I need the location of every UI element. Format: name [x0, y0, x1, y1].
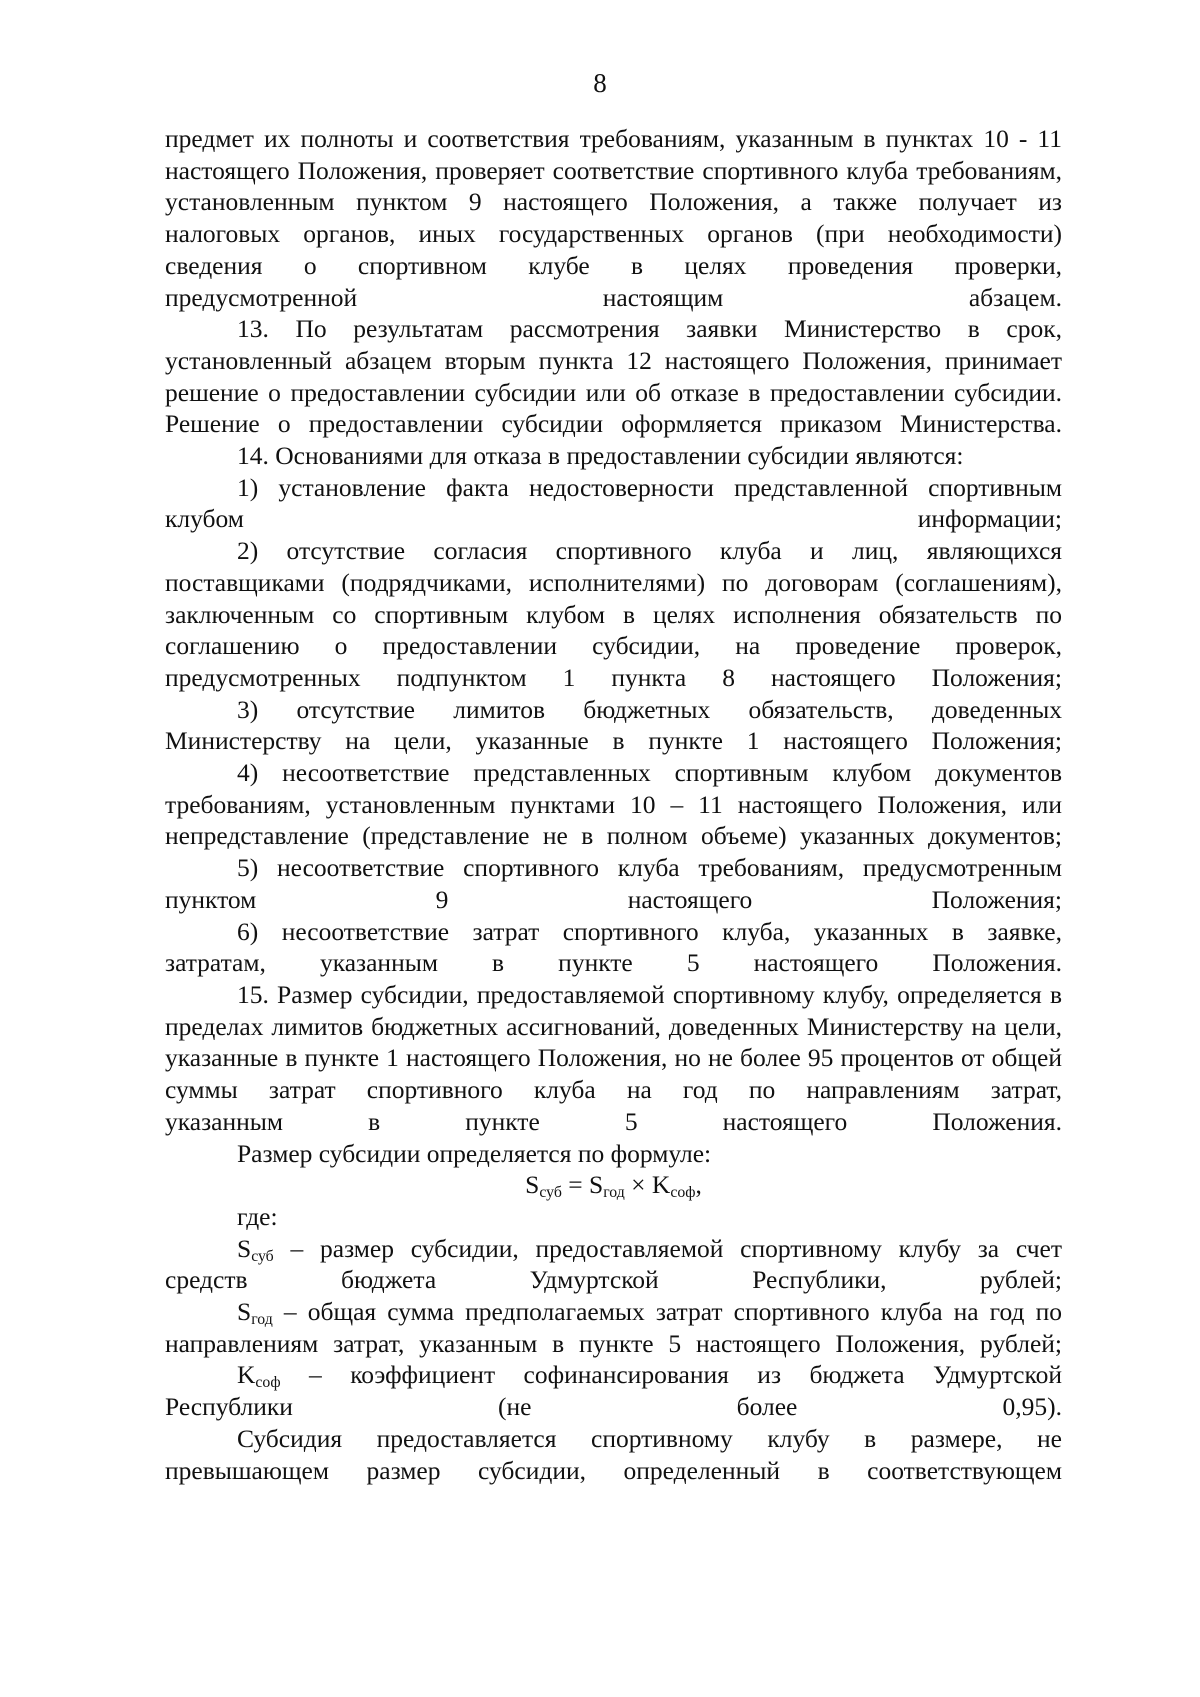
text-line: 1) установление факта недостоверности представленной спортивным — [237, 472, 1062, 502]
formula-symbol: S — [525, 1170, 540, 1200]
page-number: 8 — [593, 68, 607, 98]
text-line: Республики (не более 0,95). — [165, 1392, 1062, 1422]
text-line: предусмотренной настоящим абзацем. — [165, 282, 1062, 312]
list-item-6 — [165, 916, 1062, 979]
text-line: средств бюджета Удмуртской Республики, рублей; — [165, 1265, 1062, 1295]
formula-symbol: S — [589, 1170, 604, 1200]
paragraph-15 — [165, 979, 1062, 1138]
paragraph-final — [165, 1423, 1062, 1486]
list-item-5 — [165, 852, 1062, 915]
formula-operator: = — [561, 1170, 589, 1200]
list-item-1 — [165, 472, 1062, 535]
text-line: настоящего Положения, проверяет соответствие спортивного клуба — [165, 155, 909, 185]
list-item-2 — [165, 535, 1062, 694]
text-line: пунктом 9 настоящего Положения; — [165, 884, 1062, 914]
text-line: Размер субсидии определяется по формуле: — [237, 1138, 712, 1168]
formula-intro — [165, 1138, 1062, 1170]
text-line: – общая сумма предполагаемых затрат спортивного клуба на год по — [272, 1297, 1062, 1327]
paragraph-13 — [165, 313, 1062, 440]
text-line: получает из налоговых органов, иных государственных органов (при — [165, 187, 1062, 249]
text-line: установленный абзацем вторым пункта 12 настоящего Положения, принимает — [165, 345, 1062, 375]
formula-subscript: суб — [251, 1247, 274, 1265]
text-line: 14. Основаниями для отказа в предоставлении субсидии являются: — [237, 441, 964, 471]
text-line: 15. Размер субсидии, предоставляемой спортивному клубу, определяется — [237, 979, 1042, 1009]
text-line: – коэффициент софинансирования из бюджета Удмуртской — [280, 1360, 1062, 1390]
text-line: Решение о предоставлении субсидии оформляется приказом Министерства. — [165, 409, 1062, 439]
text-line: Субсидия предоставляется спортивному клубу в размере, не — [237, 1423, 1062, 1453]
formula-subscript: соф — [670, 1184, 696, 1202]
text-line: поставщиками (подрядчиками, исполнителями) по договорам (соглашениям), — [165, 567, 1062, 597]
formula-punctuation: , — [695, 1170, 702, 1200]
text-line: Министерству на цели, указанные в пункте 1 настоящего Положения; — [165, 726, 1062, 756]
text-line: клубом информации; — [165, 504, 1062, 534]
text-line: указанным в пункте 5 настоящего Положения. — [165, 1106, 1062, 1136]
text-line: 2) отсутствие согласия спортивного клуба и лиц, являющихся — [237, 536, 1062, 566]
text-line: решение о предоставлении субсидии или об отказе в предоставлении субсидии. — [165, 377, 1062, 407]
formula-symbol: K — [651, 1170, 671, 1200]
formula-subscript: суб — [539, 1184, 562, 1202]
text-line: 5) несоответствие спортивного клуба требованиям, предусмотренным — [237, 853, 1062, 883]
text-line: затратам, указанным в пункте 5 настоящего Положения. — [165, 948, 1062, 978]
text-line: где: — [237, 1201, 278, 1231]
text-line: требованиям, установленным пунктами 10 – 11 настоящего Положения, или — [165, 789, 1062, 819]
formula-symbol: K — [237, 1360, 256, 1390]
text-line: соглашению о предоставлении субсидии, на проведение проверок, — [165, 631, 1062, 661]
text-line: от общей суммы затрат спортивного клуба на год по направлениям затрат, — [165, 1043, 1062, 1105]
formula-subscript: год — [603, 1184, 625, 1202]
formula-symbol: S — [237, 1233, 252, 1263]
text-line: направлениям затрат, указанным в пункте 5 настоящего Положения, рублей; — [165, 1328, 1062, 1358]
text-line: требованиям, установленным пунктом 9 настоящего Положения, а также — [165, 155, 1062, 217]
text-line: 3) отсутствие лимитов бюджетных обязательств, доведенных — [237, 694, 1062, 724]
text-line: 6) несоответствие затрат спортивного клуба, указанных в заявке, — [237, 916, 1062, 946]
text-line: превышающем размер субсидии, определенный в соответствующем — [165, 1455, 1062, 1485]
text-line: 4) несоответствие представленных спортивным клубом документов — [237, 758, 1062, 788]
where-label — [165, 1201, 1062, 1233]
text-line: необходимости) сведения о спортивном клубе в целях проведения проверки, — [165, 219, 1062, 280]
text-line: – размер субсидии, предоставляемой спортивному клубу за счет — [273, 1233, 1062, 1263]
formula-subscript: год — [251, 1310, 273, 1328]
formula-operator: × — [624, 1170, 652, 1200]
text-line: непредставление (представление не в полном объеме) указанных документов; — [165, 821, 1062, 851]
definition-ssub — [165, 1233, 1062, 1296]
text-line: предмет их полноты и соответствия требованиям, указанным в пунктах 10 - 11 — [165, 124, 1062, 153]
subsidy-formula — [165, 1169, 1062, 1201]
formula-symbol: S — [237, 1297, 252, 1327]
list-item-4 — [165, 757, 1062, 852]
definition-sgod — [165, 1296, 1062, 1359]
text-line: заключенным со спортивным клубом в целях исполнения обязательств по — [165, 599, 1062, 629]
formula-subscript: соф — [255, 1374, 281, 1392]
document-body — [165, 123, 1062, 1486]
text-line: предусмотренных подпунктом 1 пункта 8 настоящего Положения; — [165, 662, 1062, 692]
paragraph-14 — [165, 440, 1062, 472]
text-line: 13. По результатам рассмотрения заявки Министерство в срок, — [237, 314, 1062, 344]
text-line: в пределах лимитов бюджетных ассигнований, доведенных Министерству на — [165, 979, 1062, 1041]
list-item-3 — [165, 694, 1062, 757]
definition-ksof — [165, 1359, 1062, 1422]
paragraph-continuation — [165, 123, 1062, 313]
text-line: цели, указанные в пункте 1 настоящего Положения, но не более 95 процентов — [165, 1011, 1062, 1073]
